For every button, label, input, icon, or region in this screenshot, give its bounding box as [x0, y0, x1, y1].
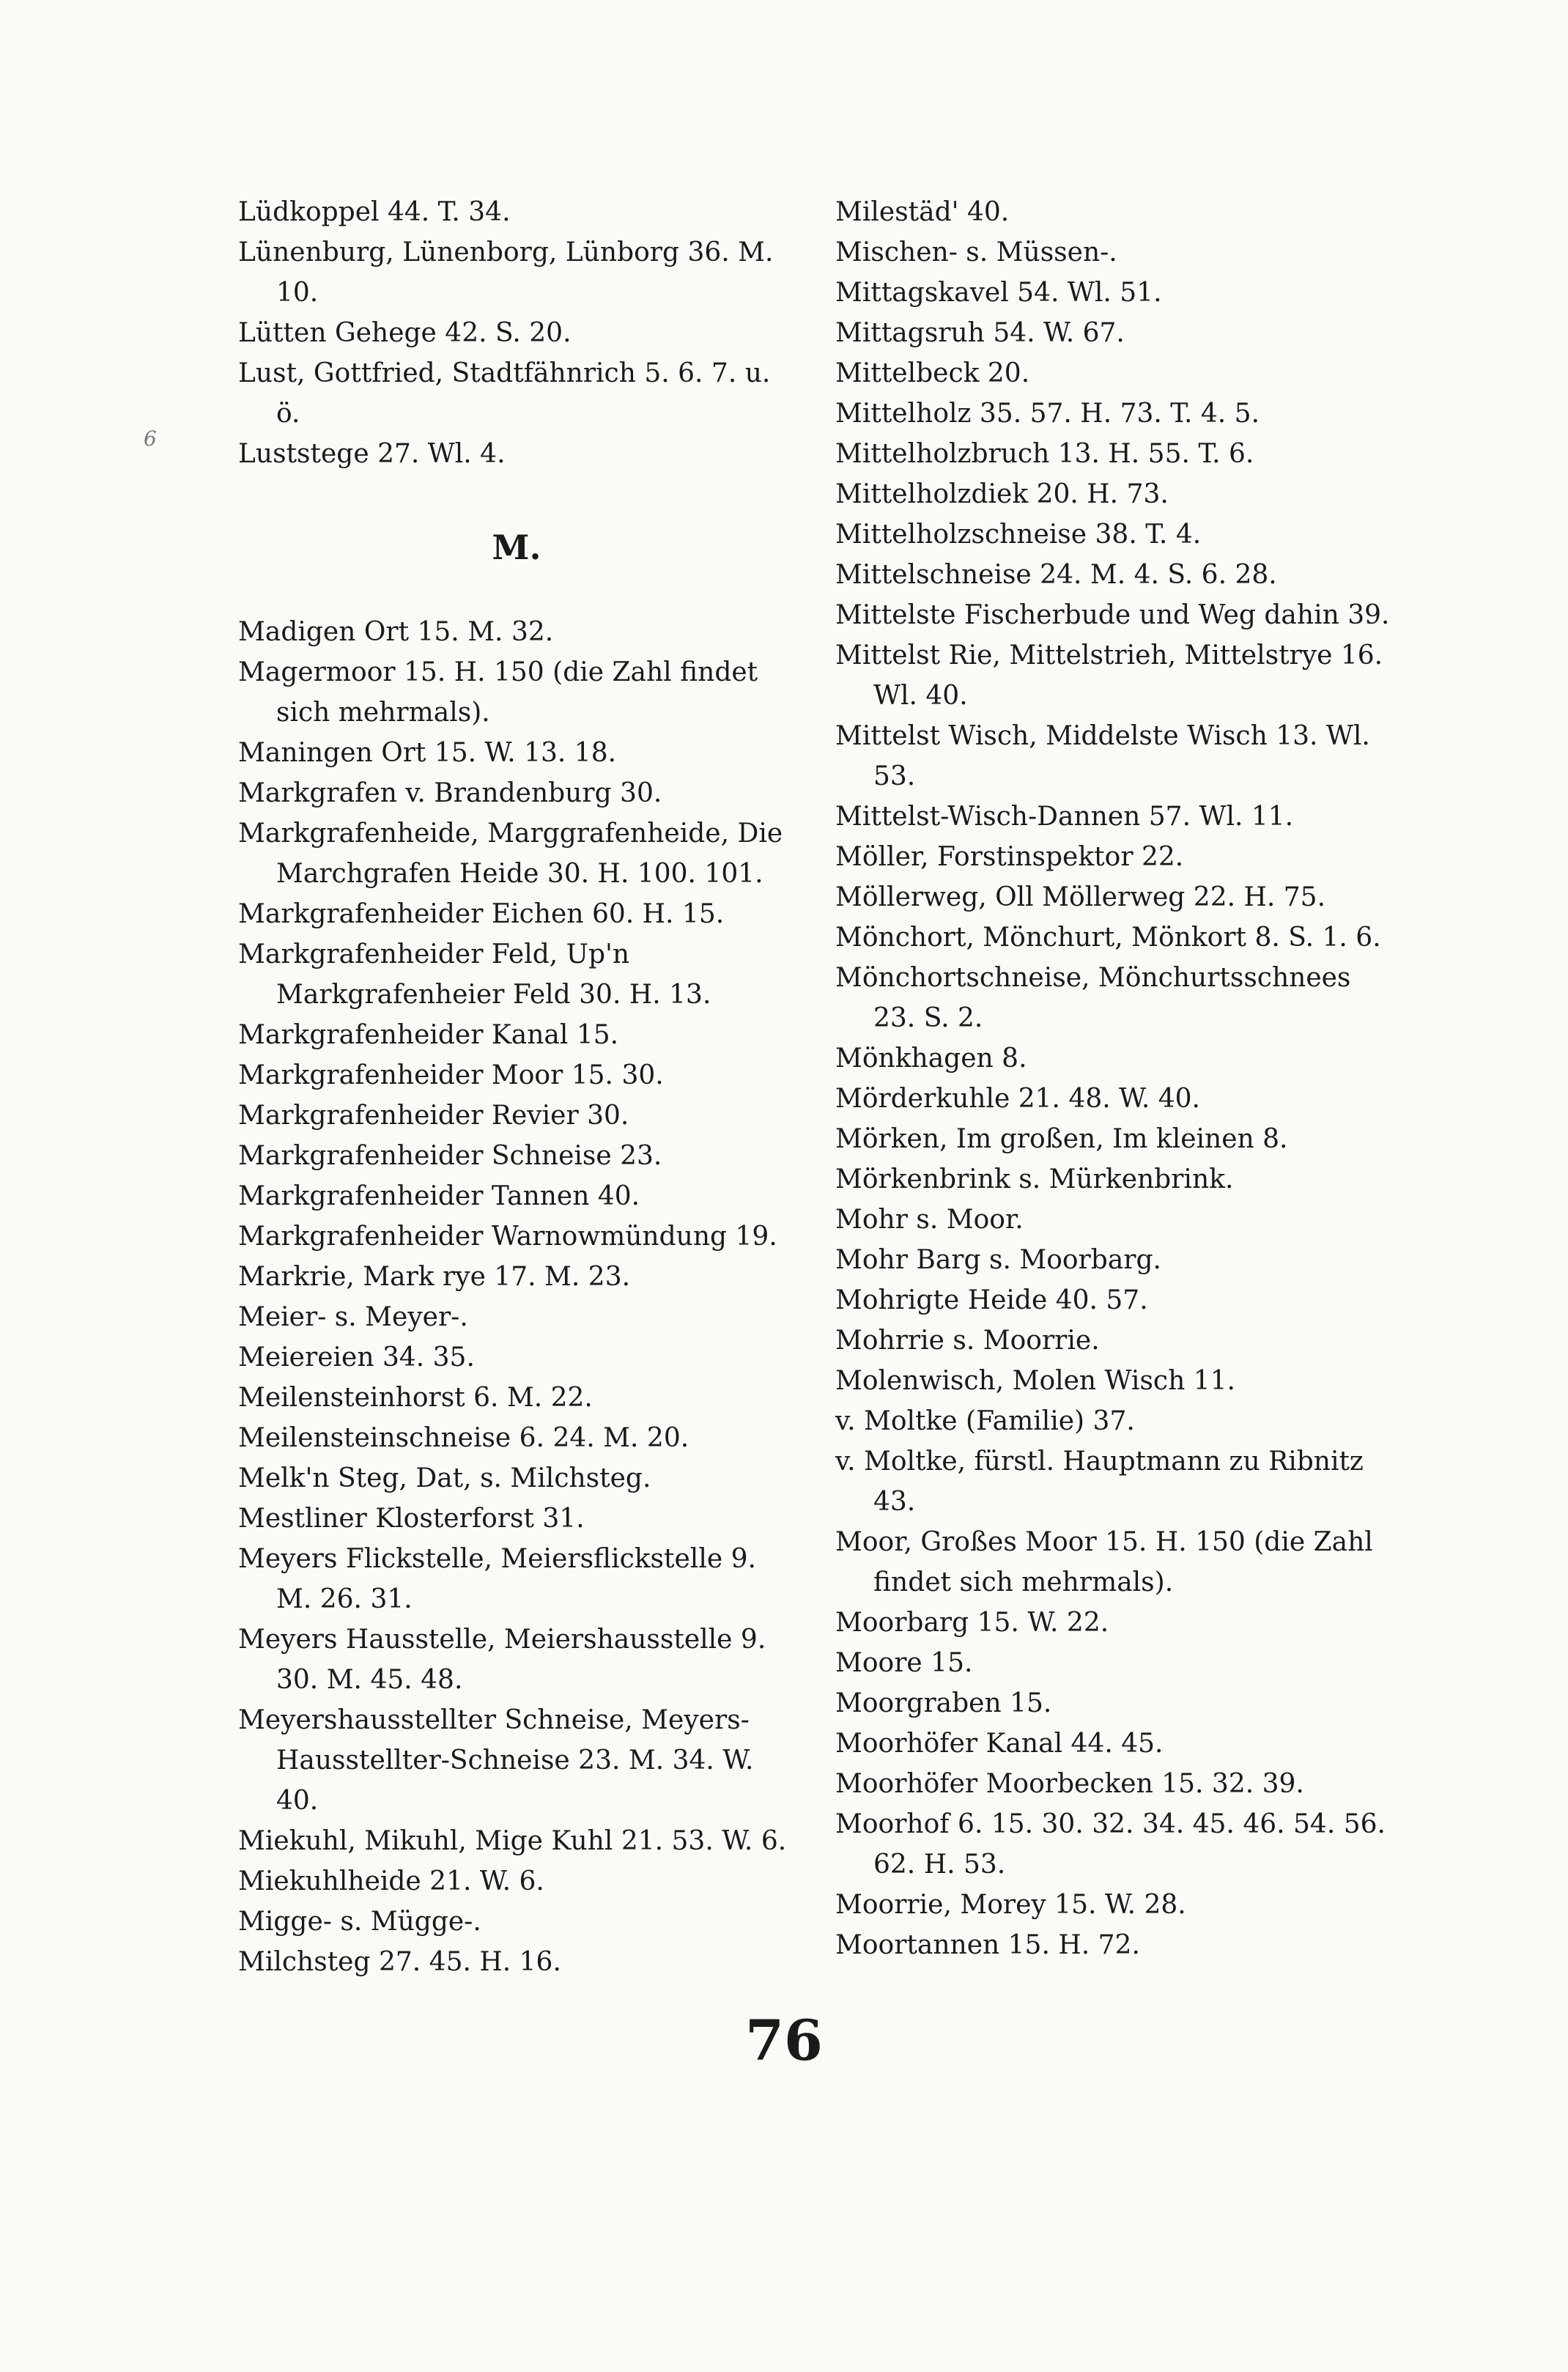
- left-column: [238, 192, 795, 1982]
- index-entry: Migge- s. Mügge-.: [238, 1907, 481, 1937]
- index-entry: Mittagsruh 54. W. 67.: [835, 318, 1125, 348]
- index-entry: Markgrafen v. Brandenburg 30.: [238, 778, 662, 808]
- index-entry: Melk'n Steg, Dat, s. Milchsteg.: [238, 1463, 651, 1493]
- index-entry: v. Moltke, fürstl. Hauptmann zu Ribnitz 43.: [835, 1447, 1364, 1517]
- index-entry: Madigen Ort 15. M. 32.: [238, 617, 554, 647]
- index-entry: Meyershausstellter Schneise, Meyers-Hausstellter-Schneise 23. M. 34. W. 40.: [238, 1705, 754, 1816]
- index-entry: Mörken, Im großen, Im kleinen 8.: [835, 1124, 1288, 1154]
- margin-mark: 6: [144, 426, 157, 451]
- index-entry: Moorrie, Morey 15. W. 28.: [835, 1890, 1186, 1920]
- index-entry: Markgrafenheider Warnowmündung 19.: [238, 1222, 777, 1252]
- index-entry: Mestliner Klosterforst 31.: [238, 1504, 585, 1534]
- index-entry: Markgrafenheider Moor 15. 30.: [238, 1060, 664, 1090]
- index-entry: Mittelholzschneise 38. T. 4.: [835, 520, 1202, 550]
- index-entry: Mittelst Wisch, Middelste Wisch 13. Wl. 53.: [835, 721, 1370, 791]
- index-entry: Luststege 27. Wl. 4.: [238, 439, 506, 469]
- index-entry: Mittelste Fischerbude und Weg dahin 39.: [835, 600, 1390, 630]
- index-entry: Meiereien 34. 35.: [238, 1342, 475, 1372]
- index-entry: Milchsteg 27. 45. H. 16.: [238, 1947, 561, 1977]
- index-entry: Moore 15.: [835, 1648, 973, 1678]
- index-entry: Moorhöfer Moorbecken 15. 32. 39.: [835, 1769, 1304, 1799]
- index-entry: Mischen- s. Müssen-.: [835, 237, 1117, 267]
- index-entry: Lünenburg, Lünenborg, Lünborg 36. M. 10.: [238, 237, 774, 308]
- index-entry: Mittelst-Wisch-Dannen 57. Wl. 11.: [835, 802, 1294, 832]
- index-entry: Mittagskavel 54. Wl. 51.: [835, 278, 1162, 308]
- index-entry: Moorbarg 15. W. 22.: [835, 1608, 1109, 1638]
- index-entry: Maningen Ort 15. W. 13. 18.: [238, 738, 617, 768]
- index-entry: Mörderkuhle 21. 48. W. 40.: [835, 1084, 1200, 1114]
- index-entry: Lütten Gehege 42. S. 20.: [238, 318, 572, 348]
- index-entry: Meyers Flickstelle, Meiersflickstelle 9. M. 26. 31.: [238, 1544, 756, 1614]
- index-entry: Moortannen 15. H. 72.: [835, 1930, 1140, 1960]
- index-entry: Molenwisch, Molen Wisch 11.: [835, 1366, 1235, 1396]
- index-entry: Mohrrie s. Moorrie.: [835, 1326, 1100, 1356]
- index-entry: Moorgraben 15.: [835, 1688, 1052, 1718]
- index-entry: Möller, Forstinspektor 22.: [835, 842, 1184, 872]
- index-entry: Milestäd' 40.: [835, 197, 1010, 227]
- index-entry: Meier- s. Meyer-.: [238, 1302, 468, 1332]
- index-entry: Mittelbeck 20.: [835, 358, 1030, 388]
- index-entry: Mönchort, Mönchurt, Mönkort 8. S. 1. 6.: [835, 923, 1381, 953]
- right-column: [835, 192, 1392, 1965]
- index-entry: Moorhöfer Kanal 44. 45.: [835, 1729, 1164, 1759]
- index-entry: Mittelholz 35. 57. H. 73. T. 4. 5.: [835, 399, 1260, 429]
- index-entry: Möllerweg, Oll Möllerweg 22. H. 75.: [835, 882, 1326, 912]
- index-entry: Markgrafenheider Schneise 23.: [238, 1141, 662, 1171]
- index-entry: v. Moltke (Familie) 37.: [835, 1406, 1135, 1436]
- index-entry: Miekuhlheide 21. W. 6.: [238, 1866, 544, 1896]
- index-entry: Meyers Hausstelle, Meiershausstelle 9. 30. M. 45. 48.: [238, 1625, 766, 1695]
- index-entry: Meilensteinhorst 6. M. 22.: [238, 1383, 593, 1413]
- index-entry: Mönkhagen 8.: [835, 1043, 1027, 1074]
- index-entry: Mittelholzdiek 20. H. 73.: [835, 479, 1169, 509]
- index-entry: Mittelst Rie, Mittelstrieh, Mittelstrye 16. Wl. 40.: [835, 640, 1383, 711]
- index-entry: Markgrafenheider Eichen 60. H. 15.: [238, 899, 725, 929]
- index-entry: Mönchortschneise, Mönchurtsschnees 23. S. 2.: [835, 963, 1351, 1033]
- index-entry: Markgrafenheider Revier 30.: [238, 1101, 629, 1131]
- index-entry: Mohr Barg s. Moorbarg.: [835, 1245, 1161, 1275]
- index-entry: Mörkenbrink s. Mürkenbrink.: [835, 1164, 1234, 1194]
- index-entry: Lüdkoppel 44. T. 34.: [238, 197, 511, 227]
- index-entry: Miekuhl, Mikuhl, Mige Kuhl 21. 53. W. 6.: [238, 1826, 787, 1856]
- section-heading: M.: [492, 528, 541, 567]
- index-entry: Lust, Gottfried, Stadtfähnrich 5. 6. 7. u. ö.: [238, 358, 771, 429]
- index-entry: Markgrafenheider Tannen 40.: [238, 1181, 640, 1211]
- index-entry: Markgrafenheide, Marggrafenheide, Die Marchgrafen Heide 30. H. 100. 101.: [238, 819, 783, 889]
- index-entry: Meilensteinschneise 6. 24. M. 20.: [238, 1423, 689, 1453]
- index-entry: Magermoor 15. H. 150 (die Zahl findet sich mehrmals).: [238, 657, 758, 728]
- index-entry: Markgrafenheider Kanal 15.: [238, 1020, 619, 1050]
- index-entry: Moorhof 6. 15. 30. 32. 34. 45. 46. 54. 56. 62. H. 53.: [835, 1809, 1386, 1880]
- index-entry: Mohrigte Heide 40. 57.: [835, 1285, 1148, 1315]
- page-number: 76: [745, 2008, 823, 2073]
- index-entry: Markgrafenheider Feld, Up'n Markgrafenheier Feld 30. H. 13.: [238, 939, 711, 1010]
- index-entry: Mittelholzbruch 13. H. 55. T. 6.: [835, 439, 1254, 469]
- index-entry: Moor, Großes Moor 15. H. 150 (die Zahl findet sich mehrmals).: [835, 1527, 1373, 1597]
- index-entry: Mittelschneise 24. M. 4. S. 6. 28.: [835, 560, 1277, 590]
- index-entry: Mohr s. Moor.: [835, 1205, 1024, 1235]
- index-entry: Markrie, Mark rye 17. M. 23.: [238, 1262, 631, 1292]
